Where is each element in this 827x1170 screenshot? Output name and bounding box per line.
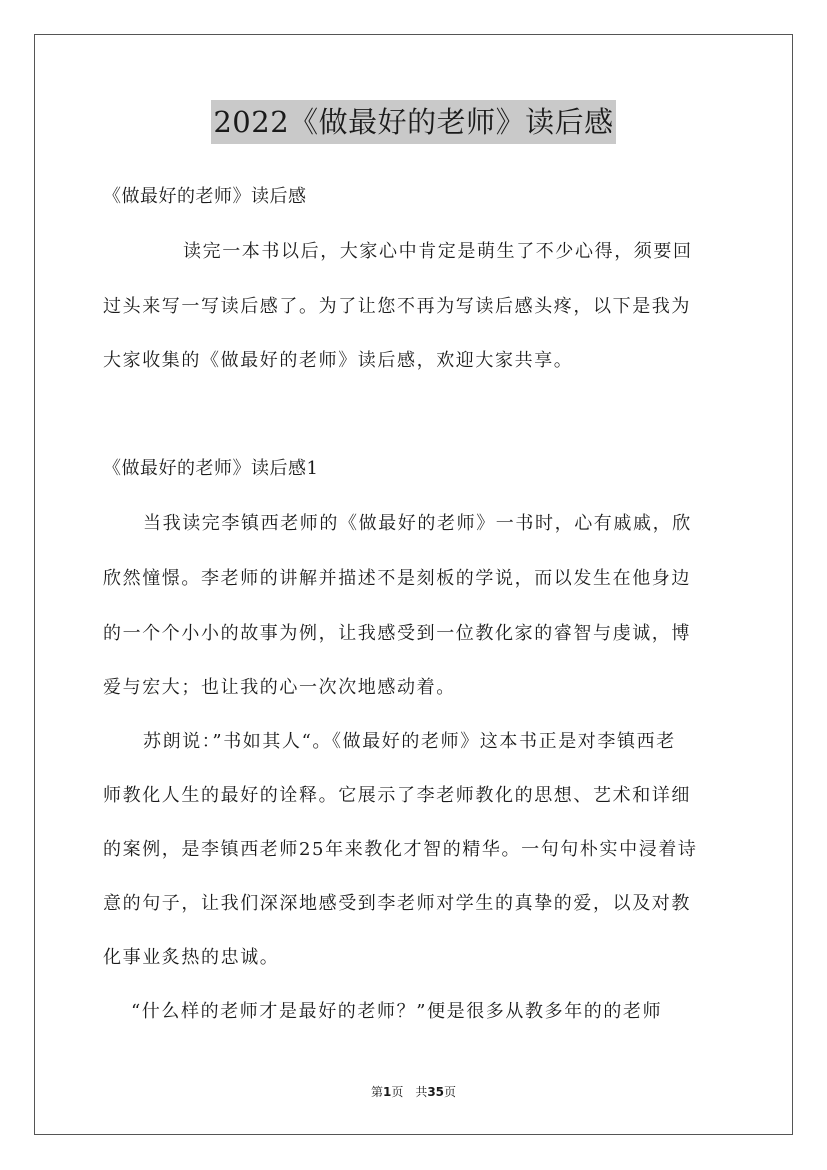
footer-mid: 页 共 (391, 1085, 428, 1099)
title-wrapper (0, 100, 827, 144)
section-heading: 《做最好的老师》读后感1 (103, 458, 319, 479)
page-footer (0, 1083, 827, 1100)
para2-line-4: 意的句子，让我们深深地感受到李老师对学生的真挚的爱，以及对教 (103, 893, 691, 914)
document-subtitle: 《做最好的老师》读后感 (103, 186, 307, 207)
footer-suffix: 页 (444, 1085, 457, 1099)
footer-page-total: 35 (427, 1085, 445, 1099)
para2-line-3: 的案例，是李镇西老师25年来教化才智的精华。一句句朴实中浸着诗 (103, 839, 698, 860)
intro-line-1: 读完一本书以后，大家心中肯定是萌生了不少心得，须要回 (183, 241, 693, 262)
para2-line-1: 苏朗说：”书如其人“。《做最好的老师》这本书正是对李镇西老 (143, 731, 676, 752)
para3-line-1: “什么样的老师才是最好的老师？”便是很多从教多年的的老师 (131, 1001, 663, 1022)
footer-page-current: 1 (382, 1085, 392, 1099)
footer-prefix: 第 (370, 1085, 383, 1099)
document-title: 2022《做最好的老师》读后感 (211, 100, 615, 144)
intro-line-3: 大家收集的《做最好的老师》读后感，欢迎大家共享。 (103, 350, 574, 371)
para2-line-5: 化事业炙热的忠诚。 (103, 947, 280, 968)
para1-line-4: 爱与宏大；也让我的心一次次地感动着。 (103, 677, 456, 698)
para2-line-2: 师教化人生的最好的诠释。它展示了李老师教化的思想、艺术和详细 (103, 785, 691, 806)
para1-line-1: 当我读完李镇西老师的《做最好的老师》一书时，心有戚戚，欣 (143, 513, 692, 534)
intro-line-2: 过头来写一写读后感了。为了让您不再为写读后感头疼，以下是我为 (103, 296, 691, 317)
para1-line-2: 欣然憧憬。李老师的讲解并描述不是刻板的学说，而以发生在他身边 (103, 568, 691, 589)
para1-line-3: 的一个个小小的故事为例，让我感受到一位教化家的睿智与虔诚，博 (103, 623, 691, 644)
